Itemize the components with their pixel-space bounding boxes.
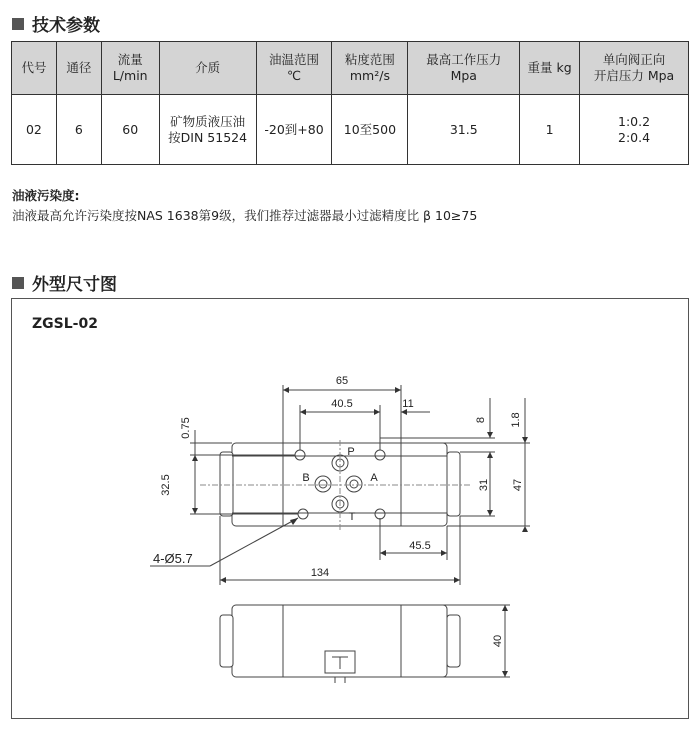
valve-side-view xyxy=(220,605,510,683)
cell-text-line: L/min xyxy=(112,68,148,83)
dim-0-75: 0.75 xyxy=(180,417,192,439)
cell-text-line: 代号 xyxy=(21,60,47,75)
cell-text-line: 介质 xyxy=(195,60,221,75)
cell-text-line: 60 xyxy=(122,121,139,137)
dim-47: 47 xyxy=(512,478,524,492)
hole-spec-label: 4-Ø5.7 xyxy=(153,551,193,566)
cell-text-line: 按DIN 51524 xyxy=(168,129,248,145)
model-label: ZGSL-02 xyxy=(32,316,98,332)
cell-text-line: 通径 xyxy=(66,60,92,75)
dim-31: 31 xyxy=(478,478,490,492)
port-a-label: A xyxy=(370,472,378,484)
cell-text-line: -20到+80 xyxy=(264,121,324,137)
cell-text-line: 开启压力 Mpa xyxy=(593,68,675,83)
cell-text-line: 2:0.4 xyxy=(618,129,651,145)
cell-text-line: 流量 xyxy=(117,52,143,67)
cell-text-line: 最高工作压力 xyxy=(426,52,502,67)
cell-text-line: ℃ xyxy=(287,68,302,83)
section-title-text: 外型尺寸图 xyxy=(32,275,117,295)
cell-text-line: Mpa xyxy=(450,68,477,83)
cell-text-line: 粘度范围 xyxy=(344,52,395,67)
port-b-label: B xyxy=(302,472,310,484)
cell-text-line: mm²/s xyxy=(349,68,390,83)
cell-text-line: 重量 kg xyxy=(527,60,572,75)
cell-text-line: 油温范围 xyxy=(269,52,320,67)
port-t-label: T xyxy=(348,511,356,523)
port-p-label: P xyxy=(347,446,355,458)
dim-40-5: 40.5 xyxy=(331,398,353,410)
dim-8: 8 xyxy=(475,416,487,424)
dim-32-5: 32.5 xyxy=(160,474,172,496)
cell-text-line: 10至500 xyxy=(343,121,397,137)
dim-1-8: 1.8 xyxy=(510,412,522,428)
dim-45-5: 45.5 xyxy=(409,540,431,552)
cell-text-line: 1 xyxy=(545,121,554,137)
dim-11: 11 xyxy=(402,398,414,410)
cell-text-line: 单向阀正向 xyxy=(602,52,666,67)
cell-text-line: 矿物质液压油 xyxy=(170,113,246,129)
dim-65: 65 xyxy=(335,375,349,387)
cell-text-line: 02 xyxy=(25,121,42,137)
contamination-text: 油液最高允许污染度按NAS 1638第9级，我们推荐过滤器最小过滤精度比 β 10≥75 xyxy=(12,208,478,223)
dim-134: 134 xyxy=(310,567,330,579)
cell-text-line: 6 xyxy=(74,121,83,137)
contamination-title: 油液污染度: xyxy=(12,188,80,203)
cell-text-line: 31.5 xyxy=(449,121,478,137)
section-title-text: 技术参数 xyxy=(32,16,100,36)
dim-40: 40 xyxy=(492,634,504,648)
cell-text-line: 1:0.2 xyxy=(618,113,651,129)
